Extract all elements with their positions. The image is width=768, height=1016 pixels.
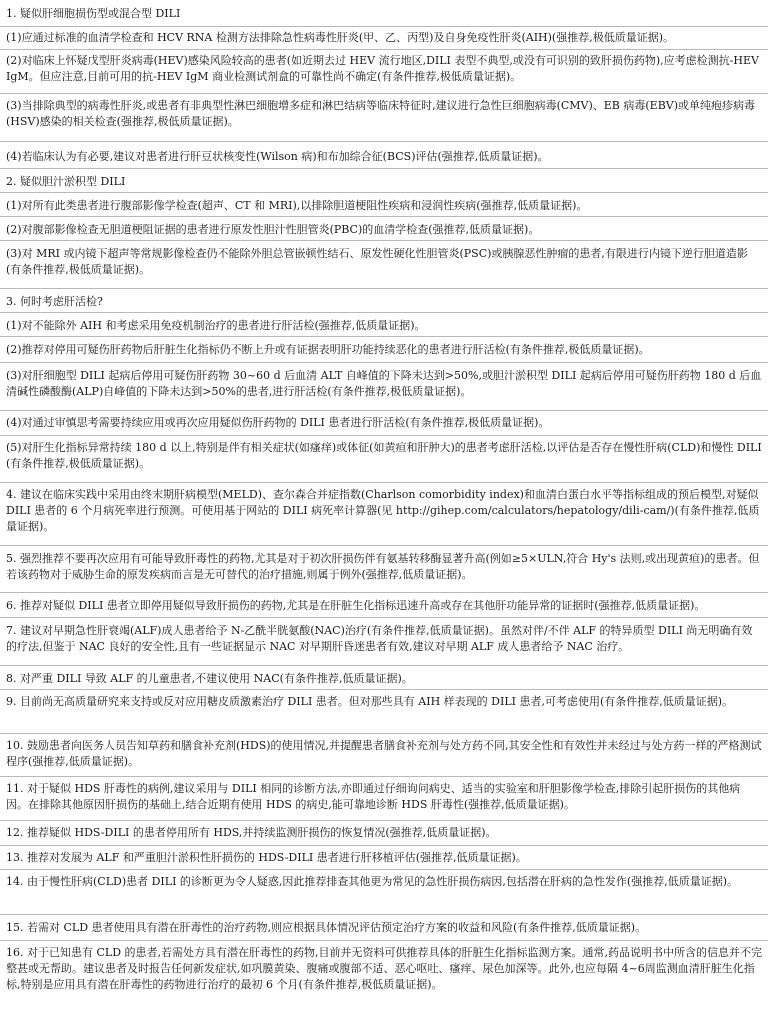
recommendation-item: (3)对 MRI 或内镜下超声等常规影像检查仍不能除外胆总管嵌顿性结石、原发性硬化性胆管炎(PSC)或胰腺恶性肿瘤的患者,有限进行内镜下逆行胆道造影(有条件推荐,极低质量证据)。 — [6, 247, 748, 276]
recommendation-item: (2)对腹部影像检查无胆道梗阻证据的患者进行原发性胆汁性胆管炎(PBC)的血清学检查(强推荐,低质量证据)。 — [6, 223, 540, 236]
recommendation-item: 13. 推荐对发展为 ALF 和严重胆汁淤积性肝损伤的 HDS-DILI 患者进行肝移植评估(强推荐,低质量证据)。 — [6, 851, 527, 864]
recommendation-item: 8. 对严重 DILI 导致 ALF 的儿童患者,不建议使用 NAC(有条件推荐,低质量证据)。 — [6, 672, 413, 685]
recommendation-item: 16. 对于已知患有 CLD 的患者,若需处方具有潜在肝毒性的药物,目前并无资料可供推荐具体的肝脏生化指标监测方案。通常,药品说明书中所含的信息并不完整甚或无帮助。建议患者及时报告任何新发症状,如巩膜黄染、腹痛或腹部不适、恶心呕吐、瘙痒、尿色加深等。此外,也应每隔 4~6周监测血清肝脏生化指标,特别是应用具有潜在肝毒性的药物进行治疗的最初 6 个月(有条件推荐,极低质量证据)。 — [6, 946, 763, 991]
divider — [0, 410, 768, 411]
divider — [0, 49, 768, 50]
recommendation-item: (2)对临床上怀疑戊型肝炎病毒(HEV)感染风险较高的患者(如近期去过 HEV 流行地区,DILI 表型不典型,或没有可识别的致肝损伤药物),应考虑检测抗-HEV IgM。但应注意,目前可用的抗-HEV IgM 商业检测试剂盒的可靠性尚不确定(有条件推荐,极低质量证据)。 — [6, 54, 759, 83]
divider — [0, 312, 768, 313]
divider — [0, 240, 768, 241]
recommendation-item: 6. 推荐对疑似 DILI 患者立即停用疑似导致肝损伤的药物,尤其是在肝脏生化指标迅速升高或存在其他肝功能异常的证据时(强推荐,低质量证据)。 — [6, 599, 706, 612]
recommendation-item: 5. 强烈推荐不要再次应用有可能导致肝毒性的药物,尤其是对于初次肝损伤伴有氨基转移酶显著升高(例如≥5×ULN,符合 Hy's 法则,或出现黄疸)的患者。但若该药物对于威胁生命的原发疾病而言是无可替代的治疗措施,则属于例外(强推荐,低质量证据)。 — [6, 552, 760, 581]
section-heading-1: 1. 疑似肝细胞损伤型或混合型 DILI — [6, 7, 181, 20]
divider — [0, 168, 768, 169]
divider — [0, 592, 768, 593]
divider — [0, 336, 768, 337]
divider — [0, 93, 768, 94]
divider — [0, 545, 768, 546]
divider — [0, 362, 768, 363]
divider — [0, 216, 768, 217]
divider — [0, 288, 768, 289]
divider — [0, 482, 768, 483]
divider — [0, 665, 768, 666]
recommendation-item: (3)当排除典型的病毒性肝炎,或患者有非典型性淋巴细胞增多症和淋巴结病等临床特征时,建议进行急性巨细胞病毒(CMV)、EB 病毒(EBV)或单纯疱疹病毒(HSV)感染的相关检查(强推荐,极低质量证据)。 — [6, 99, 756, 128]
divider — [0, 733, 768, 734]
divider — [0, 26, 768, 27]
recommendation-item: (5)对肝生化指标异常持续 180 d 以上,特别是伴有相关症状(如瘙痒)或体征(如黄疸和肝肿大)的患者考虑肝活检,以评估是否存在慢性肝病(CLD)和慢性 DILI(有条件推荐,极低质量证据)。 — [6, 441, 762, 470]
recommendation-item: 14. 由于慢性肝病(CLD)患者 DILI 的诊断更为令人疑惑,因此推荐排查其他更为常见的急性肝损伤病因,包括潜在肝病的急性发作(强推荐,低质量证据)。 — [6, 875, 738, 888]
divider — [0, 776, 768, 777]
divider — [0, 192, 768, 193]
divider — [0, 940, 768, 941]
recommendation-item: 9. 目前尚无高质量研究来支持或反对应用糖皮质激素治疗 DILI 患者。但对那些具有 AIH 样表现的 DILI 患者,可考虑使用(有条件推荐,低质量证据)。 — [6, 695, 734, 708]
recommendation-item: (4)对通过审慎思考需要持续应用或再次应用疑似伤肝药物的 DILI 患者进行肝活检(有条件推荐,极低质量证据)。 — [6, 416, 550, 429]
recommendation-item: (1)对不能除外 AIH 和考虑采用免疫机制治疗的患者进行肝活检(强推荐,低质量证据)。 — [6, 319, 426, 332]
divider — [0, 689, 768, 690]
divider — [0, 845, 768, 846]
recommendation-item: 11. 对于疑似 HDS 肝毒性的病例,建议采用与 DILI 相同的诊断方法,亦即通过仔细询问病史、适当的实验室和肝胆影像学检查,排除引起肝损伤的其他病因。在排除其他原因肝损伤的基础上,结合近期有使用 HDS 的病史,能可靠地诊断 HDS 肝毒性(强推荐,低质量证据)。 — [6, 782, 741, 811]
recommendation-item: (4)若临床认为有必要,建议对患者进行肝豆状核变性(Wilson 病)和布加综合征(BCS)评估(强推荐,低质量证据)。 — [6, 150, 549, 163]
recommendation-item: 12. 推荐疑似 HDS-DILI 的患者停用所有 HDS,并持续监测肝损伤的恢复情况(强推荐,低质量证据)。 — [6, 826, 497, 839]
divider — [0, 869, 768, 870]
divider — [0, 435, 768, 436]
divider — [0, 141, 768, 142]
divider — [0, 914, 768, 915]
section-heading-2: 2. 疑似胆汁淤积型 DILI — [6, 175, 126, 188]
recommendation-item: (1)应通过标准的血清学检查和 HCV RNA 检测方法排除急性病毒性肝炎(甲、乙、丙型)及自身免疫性肝炎(AIH)(强推荐,极低质量证据)。 — [6, 31, 674, 44]
recommendation-item: (3)对肝细胞型 DILI 起病后停用可疑伤肝药物 30~60 d 后血清 ALT 自峰值的下降未达到>50%,或胆汁淤积型 DILI 起病后停用可疑伤肝药物 180 d 后血清碱性磷酸酶(ALP)自峰值的下降未达到>50%的患者,进行肝活检(有条件推荐,极低质量证据)。 — [6, 369, 762, 398]
divider — [0, 820, 768, 821]
recommendation-item: (2)推荐对停用可疑伤肝药物后肝脏生化指标仍不断上升或有证据表明肝功能持续恶化的患者进行肝活检(有条件推荐,极低质量证据)。 — [6, 343, 650, 356]
recommendation-item: 7. 建议对早期急性肝衰竭(ALF)成人患者给予 N-乙酰半胱氨酸(NAC)治疗(有条件推荐,低质量证据)。虽然对伴/不伴 ALF 的特异质型 DILI 尚无明确有效的疗法,但鉴于 NAC 良好的安全性,且有一些证据显示 NAC 对早期肝昏迷患者有效,建议对早期 ALF 成人患者给予 NAC 治疗。 — [6, 624, 753, 653]
section-heading-3: 3. 何时考虑肝活检? — [6, 295, 103, 308]
divider — [0, 617, 768, 618]
recommendation-item: 15. 若需对 CLD 患者使用具有潜在肝毒性的治疗药物,则应根据具体情况评估预定治疗方案的收益和风险(有条件推荐,低质量证据)。 — [6, 921, 647, 934]
recommendation-item: 10. 鼓励患者向医务人员告知草药和膳食补充剂(HDS)的使用情况,并提醒患者膳食补充剂与处方药不同,其安全性和有效性并未经过与处方药一样的严格测试程序(强推荐,低质量证据)。 — [6, 739, 762, 768]
recommendation-item: 4. 建议在临床实践中采用由终末期肝病模型(MELD)、查尔森合并症指数(Charlson comorbidity index)和血清白蛋白水平等指标组成的预后模型,对疑似 DILI 患者的 6 个月病死率进行预测。可使用基于网站的 DILI 病死率计算器(见 http://gihep.com/calculators/hepatology/dili-cam/)(有条件推荐,低质量证据)。 — [6, 488, 760, 533]
recommendation-item: (1)对所有此类患者进行腹部影像学检查(超声、CT 和 MRI),以排除胆道梗阻性疾病和浸润性疾病(强推荐,低质量证据)。 — [6, 199, 588, 212]
